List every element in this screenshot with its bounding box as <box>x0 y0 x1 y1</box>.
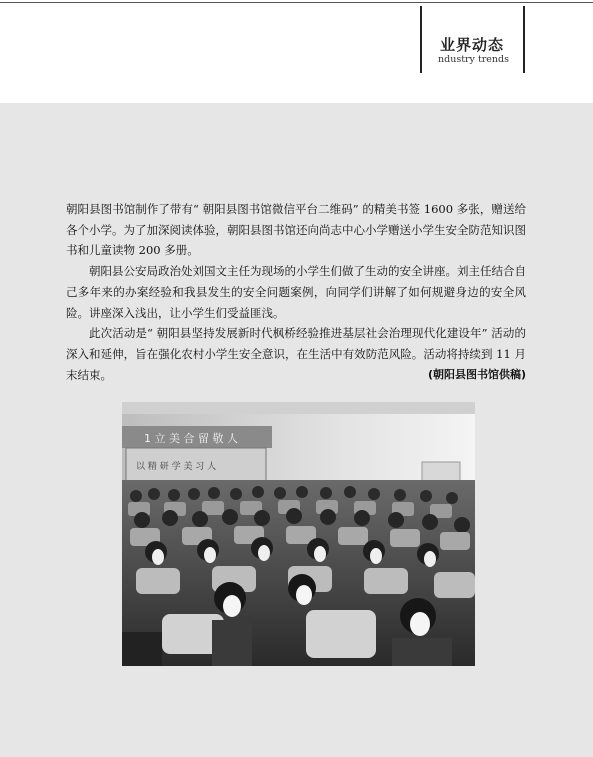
header-divider-left <box>420 6 422 73</box>
top-rule <box>0 2 593 3</box>
section-title: 业界动态 <box>440 36 505 54</box>
article-paragraph-3 <box>66 323 526 385</box>
section-subtitle: ndustry trends <box>438 54 509 65</box>
article-body <box>66 199 526 385</box>
article-source: (朝阳县图书馆供稿) <box>427 367 526 381</box>
article-paragraph-2: 朝阳县公安局政治处刘国文主任为现场的小学生们做了生动的安全讲座。刘主任结合自己多年来的办案经验和我县发生的安全问题案例，向同学们讲解了如何规避身边的安全风险。讲座深入浅出，让小学生们受益匪浅。 <box>66 264 526 320</box>
article-paragraph-1: 朝阳县图书馆制作了带有“ 朝阳县图书馆微信平台二维码” 的精美书签 1600 多张，赠送给各个小学。为了加深阅读体验，朝阳县图书馆还向尚志中心小学赠送小学生安全防范知识图书和儿童读物 200 多册。 <box>66 202 526 258</box>
photo-banner-text: 1 立 美 合 留 敬 人 <box>144 432 238 445</box>
event-photo <box>122 402 475 666</box>
article-paragraph-3-text: 此次活动是“ 朝阳县坚持发展新时代枫桥经验推进基层社会治理现代化建设年” 活动的深入和延伸，旨在强化农村小学生安全意识，在生活中有效防范风险。活动将持续到 11 月末结束。 <box>66 326 526 382</box>
header-divider-right <box>523 6 525 73</box>
photo-board-text: 以 精 研 学 美 习 人 <box>136 462 217 472</box>
